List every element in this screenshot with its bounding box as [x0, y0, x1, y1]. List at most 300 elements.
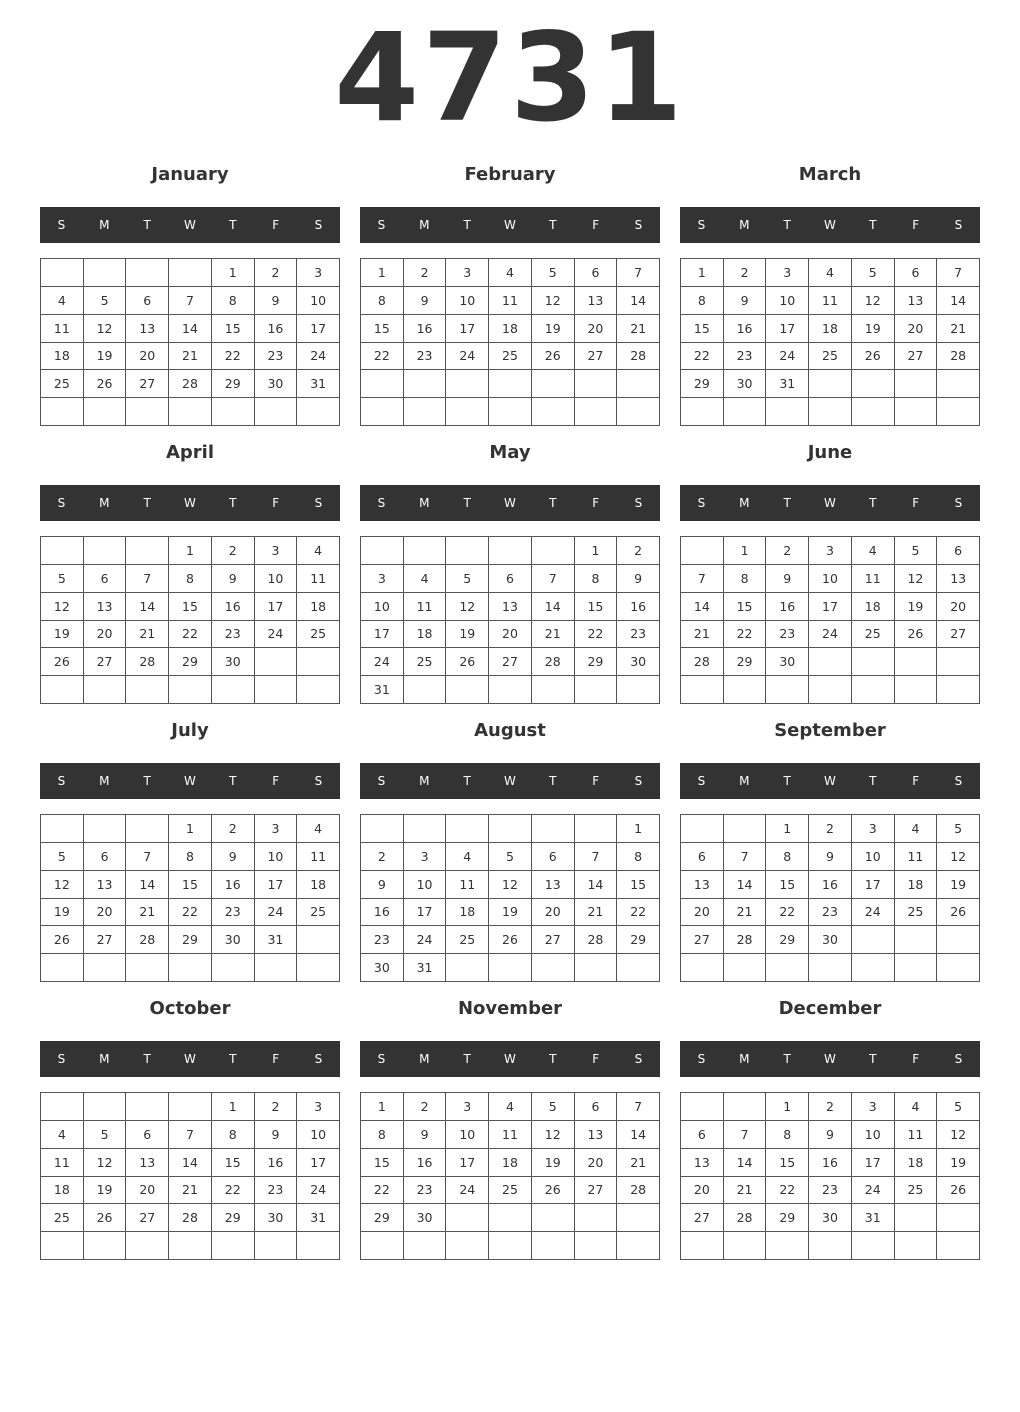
day-cell[interactable]: 9 [404, 1121, 447, 1149]
day-cell[interactable]: 15 [681, 315, 724, 343]
day-cell[interactable]: 2 [212, 537, 255, 565]
day-cell[interactable]: 12 [532, 287, 575, 315]
day-cell[interactable]: 13 [681, 871, 724, 899]
day-cell[interactable]: 20 [532, 899, 575, 927]
day-cell[interactable]: 14 [681, 593, 724, 621]
day-cell[interactable]: 4 [852, 537, 895, 565]
day-cell[interactable]: 30 [617, 648, 660, 676]
day-cell[interactable]: 25 [852, 621, 895, 649]
day-cell[interactable]: 17 [404, 899, 447, 927]
day-cell[interactable]: 28 [617, 1177, 660, 1205]
day-cell[interactable]: 6 [126, 287, 169, 315]
day-cell[interactable]: 19 [41, 899, 84, 927]
day-cell[interactable]: 18 [489, 1149, 532, 1177]
day-cell[interactable]: 3 [361, 565, 404, 593]
day-cell[interactable]: 22 [169, 899, 212, 927]
day-cell[interactable]: 20 [126, 1177, 169, 1205]
day-cell[interactable]: 20 [489, 621, 532, 649]
day-cell[interactable]: 17 [809, 593, 852, 621]
day-cell[interactable]: 4 [41, 287, 84, 315]
day-cell[interactable]: 30 [724, 370, 767, 398]
day-cell[interactable]: 25 [809, 343, 852, 371]
day-cell[interactable]: 20 [681, 899, 724, 927]
day-cell[interactable]: 4 [297, 815, 340, 843]
day-cell[interactable]: 30 [361, 954, 404, 982]
day-cell[interactable]: 2 [809, 815, 852, 843]
day-cell[interactable]: 29 [212, 370, 255, 398]
day-cell[interactable]: 27 [489, 648, 532, 676]
day-cell[interactable]: 27 [126, 1204, 169, 1232]
day-cell[interactable]: 25 [895, 1177, 938, 1205]
day-cell[interactable]: 4 [297, 537, 340, 565]
day-cell[interactable]: 1 [361, 259, 404, 287]
day-cell[interactable]: 10 [766, 287, 809, 315]
day-cell[interactable]: 2 [617, 537, 660, 565]
day-cell[interactable]: 6 [681, 1121, 724, 1149]
day-cell[interactable]: 19 [937, 1149, 980, 1177]
day-cell[interactable]: 21 [617, 315, 660, 343]
day-cell[interactable]: 21 [724, 1177, 767, 1205]
day-cell[interactable]: 21 [532, 621, 575, 649]
day-cell[interactable]: 6 [126, 1121, 169, 1149]
day-cell[interactable]: 16 [212, 871, 255, 899]
day-cell[interactable]: 11 [895, 1121, 938, 1149]
day-cell[interactable]: 16 [809, 1149, 852, 1177]
day-cell[interactable]: 20 [84, 621, 127, 649]
day-cell[interactable]: 17 [852, 1149, 895, 1177]
day-cell[interactable]: 24 [446, 1177, 489, 1205]
day-cell[interactable]: 15 [766, 1149, 809, 1177]
day-cell[interactable]: 5 [937, 1093, 980, 1121]
day-cell[interactable]: 20 [575, 315, 618, 343]
day-cell[interactable]: 27 [895, 343, 938, 371]
day-cell[interactable]: 29 [361, 1204, 404, 1232]
day-cell[interactable]: 11 [809, 287, 852, 315]
day-cell[interactable]: 26 [489, 926, 532, 954]
day-cell[interactable]: 9 [809, 1121, 852, 1149]
day-cell[interactable]: 23 [255, 1177, 298, 1205]
day-cell[interactable]: 23 [212, 899, 255, 927]
day-cell[interactable]: 7 [724, 843, 767, 871]
day-cell[interactable]: 15 [212, 1149, 255, 1177]
day-cell[interactable]: 6 [532, 843, 575, 871]
day-cell[interactable]: 10 [297, 1121, 340, 1149]
day-cell[interactable]: 3 [852, 815, 895, 843]
day-cell[interactable]: 14 [724, 1149, 767, 1177]
day-cell[interactable]: 26 [937, 899, 980, 927]
day-cell[interactable]: 21 [617, 1149, 660, 1177]
day-cell[interactable]: 18 [41, 343, 84, 371]
day-cell[interactable]: 9 [361, 871, 404, 899]
day-cell[interactable]: 17 [297, 1149, 340, 1177]
day-cell[interactable]: 13 [84, 871, 127, 899]
day-cell[interactable]: 21 [169, 1177, 212, 1205]
day-cell[interactable]: 19 [446, 621, 489, 649]
day-cell[interactable]: 25 [895, 899, 938, 927]
day-cell[interactable]: 29 [212, 1204, 255, 1232]
day-cell[interactable]: 10 [446, 1121, 489, 1149]
day-cell[interactable]: 22 [766, 899, 809, 927]
day-cell[interactable]: 8 [766, 1121, 809, 1149]
day-cell[interactable]: 24 [361, 648, 404, 676]
day-cell[interactable]: 9 [617, 565, 660, 593]
day-cell[interactable]: 1 [617, 815, 660, 843]
day-cell[interactable]: 27 [84, 926, 127, 954]
day-cell[interactable]: 7 [532, 565, 575, 593]
day-cell[interactable]: 18 [489, 315, 532, 343]
day-cell[interactable]: 3 [852, 1093, 895, 1121]
day-cell[interactable]: 22 [617, 899, 660, 927]
day-cell[interactable]: 26 [532, 1177, 575, 1205]
day-cell[interactable]: 8 [212, 1121, 255, 1149]
day-cell[interactable]: 22 [361, 343, 404, 371]
day-cell[interactable]: 11 [489, 1121, 532, 1149]
day-cell[interactable]: 25 [297, 899, 340, 927]
day-cell[interactable]: 19 [489, 899, 532, 927]
day-cell[interactable]: 29 [724, 648, 767, 676]
day-cell[interactable]: 9 [255, 1121, 298, 1149]
day-cell[interactable]: 13 [126, 1149, 169, 1177]
day-cell[interactable]: 29 [169, 648, 212, 676]
day-cell[interactable]: 24 [809, 621, 852, 649]
day-cell[interactable]: 24 [255, 899, 298, 927]
day-cell[interactable]: 6 [937, 537, 980, 565]
day-cell[interactable]: 26 [446, 648, 489, 676]
day-cell[interactable]: 11 [41, 1149, 84, 1177]
day-cell[interactable]: 15 [575, 593, 618, 621]
day-cell[interactable]: 24 [404, 926, 447, 954]
day-cell[interactable]: 18 [895, 1149, 938, 1177]
day-cell[interactable]: 29 [169, 926, 212, 954]
day-cell[interactable]: 29 [766, 926, 809, 954]
day-cell[interactable]: 13 [532, 871, 575, 899]
day-cell[interactable]: 27 [681, 926, 724, 954]
day-cell[interactable]: 6 [84, 565, 127, 593]
day-cell[interactable]: 1 [361, 1093, 404, 1121]
day-cell[interactable]: 18 [41, 1177, 84, 1205]
day-cell[interactable]: 26 [895, 621, 938, 649]
day-cell[interactable]: 12 [937, 843, 980, 871]
day-cell[interactable]: 5 [532, 1093, 575, 1121]
day-cell[interactable]: 16 [361, 899, 404, 927]
day-cell[interactable]: 15 [361, 1149, 404, 1177]
day-cell[interactable]: 23 [404, 343, 447, 371]
day-cell[interactable]: 29 [575, 648, 618, 676]
day-cell[interactable]: 31 [297, 370, 340, 398]
day-cell[interactable]: 4 [489, 1093, 532, 1121]
day-cell[interactable]: 28 [169, 1204, 212, 1232]
day-cell[interactable]: 30 [255, 370, 298, 398]
day-cell[interactable]: 9 [212, 565, 255, 593]
day-cell[interactable]: 25 [446, 926, 489, 954]
day-cell[interactable]: 24 [297, 1177, 340, 1205]
day-cell[interactable]: 16 [404, 1149, 447, 1177]
day-cell[interactable]: 25 [489, 1177, 532, 1205]
day-cell[interactable]: 12 [532, 1121, 575, 1149]
day-cell[interactable]: 21 [575, 899, 618, 927]
day-cell[interactable]: 21 [724, 899, 767, 927]
day-cell[interactable]: 12 [84, 1149, 127, 1177]
day-cell[interactable]: 25 [404, 648, 447, 676]
day-cell[interactable]: 15 [169, 871, 212, 899]
day-cell[interactable]: 1 [766, 1093, 809, 1121]
day-cell[interactable]: 10 [446, 287, 489, 315]
day-cell[interactable]: 12 [446, 593, 489, 621]
day-cell[interactable]: 28 [724, 926, 767, 954]
day-cell[interactable]: 1 [212, 1093, 255, 1121]
day-cell[interactable]: 5 [852, 259, 895, 287]
day-cell[interactable]: 16 [617, 593, 660, 621]
day-cell[interactable]: 3 [446, 1093, 489, 1121]
day-cell[interactable]: 9 [724, 287, 767, 315]
day-cell[interactable]: 14 [617, 1121, 660, 1149]
day-cell[interactable]: 26 [41, 648, 84, 676]
day-cell[interactable]: 31 [255, 926, 298, 954]
day-cell[interactable]: 28 [169, 370, 212, 398]
day-cell[interactable]: 24 [852, 899, 895, 927]
day-cell[interactable]: 18 [297, 871, 340, 899]
day-cell[interactable]: 7 [126, 565, 169, 593]
day-cell[interactable]: 26 [84, 1204, 127, 1232]
day-cell[interactable]: 6 [489, 565, 532, 593]
day-cell[interactable]: 11 [489, 287, 532, 315]
day-cell[interactable]: 7 [169, 1121, 212, 1149]
day-cell[interactable]: 18 [404, 621, 447, 649]
day-cell[interactable]: 10 [255, 843, 298, 871]
day-cell[interactable]: 10 [297, 287, 340, 315]
day-cell[interactable]: 31 [361, 676, 404, 704]
day-cell[interactable]: 12 [41, 593, 84, 621]
day-cell[interactable]: 31 [404, 954, 447, 982]
day-cell[interactable]: 30 [809, 1204, 852, 1232]
day-cell[interactable]: 22 [681, 343, 724, 371]
day-cell[interactable]: 15 [169, 593, 212, 621]
day-cell[interactable]: 29 [617, 926, 660, 954]
day-cell[interactable]: 28 [575, 926, 618, 954]
day-cell[interactable]: 29 [766, 1204, 809, 1232]
day-cell[interactable]: 5 [937, 815, 980, 843]
day-cell[interactable]: 2 [809, 1093, 852, 1121]
day-cell[interactable]: 8 [169, 565, 212, 593]
day-cell[interactable]: 21 [937, 315, 980, 343]
day-cell[interactable]: 7 [169, 287, 212, 315]
day-cell[interactable]: 5 [84, 1121, 127, 1149]
day-cell[interactable]: 18 [297, 593, 340, 621]
day-cell[interactable]: 28 [617, 343, 660, 371]
day-cell[interactable]: 11 [297, 565, 340, 593]
day-cell[interactable]: 9 [212, 843, 255, 871]
day-cell[interactable]: 13 [126, 315, 169, 343]
day-cell[interactable]: 4 [895, 815, 938, 843]
day-cell[interactable]: 22 [169, 621, 212, 649]
day-cell[interactable]: 23 [255, 343, 298, 371]
day-cell[interactable]: 3 [809, 537, 852, 565]
day-cell[interactable]: 12 [937, 1121, 980, 1149]
day-cell[interactable]: 13 [489, 593, 532, 621]
day-cell[interactable]: 8 [361, 1121, 404, 1149]
day-cell[interactable]: 16 [724, 315, 767, 343]
day-cell[interactable]: 24 [255, 621, 298, 649]
day-cell[interactable]: 1 [169, 537, 212, 565]
day-cell[interactable]: 7 [937, 259, 980, 287]
day-cell[interactable]: 24 [446, 343, 489, 371]
day-cell[interactable]: 10 [809, 565, 852, 593]
day-cell[interactable]: 7 [724, 1121, 767, 1149]
day-cell[interactable]: 5 [41, 843, 84, 871]
day-cell[interactable]: 14 [169, 315, 212, 343]
day-cell[interactable]: 14 [937, 287, 980, 315]
day-cell[interactable]: 31 [297, 1204, 340, 1232]
day-cell[interactable]: 24 [297, 343, 340, 371]
day-cell[interactable]: 2 [255, 1093, 298, 1121]
day-cell[interactable]: 22 [212, 1177, 255, 1205]
day-cell[interactable]: 15 [617, 871, 660, 899]
day-cell[interactable]: 29 [681, 370, 724, 398]
day-cell[interactable]: 2 [766, 537, 809, 565]
day-cell[interactable]: 20 [895, 315, 938, 343]
day-cell[interactable]: 23 [809, 1177, 852, 1205]
day-cell[interactable]: 26 [84, 370, 127, 398]
day-cell[interactable]: 11 [852, 565, 895, 593]
day-cell[interactable]: 13 [895, 287, 938, 315]
day-cell[interactable]: 30 [255, 1204, 298, 1232]
day-cell[interactable]: 7 [617, 1093, 660, 1121]
day-cell[interactable]: 25 [489, 343, 532, 371]
day-cell[interactable]: 17 [361, 621, 404, 649]
day-cell[interactable]: 20 [575, 1149, 618, 1177]
day-cell[interactable]: 21 [681, 621, 724, 649]
day-cell[interactable]: 13 [84, 593, 127, 621]
day-cell[interactable]: 1 [169, 815, 212, 843]
day-cell[interactable]: 20 [126, 343, 169, 371]
day-cell[interactable]: 3 [255, 815, 298, 843]
day-cell[interactable]: 4 [489, 259, 532, 287]
day-cell[interactable]: 18 [895, 871, 938, 899]
day-cell[interactable]: 7 [126, 843, 169, 871]
day-cell[interactable]: 15 [724, 593, 767, 621]
day-cell[interactable]: 13 [937, 565, 980, 593]
day-cell[interactable]: 21 [126, 621, 169, 649]
day-cell[interactable]: 28 [724, 1204, 767, 1232]
day-cell[interactable]: 8 [766, 843, 809, 871]
day-cell[interactable]: 8 [361, 287, 404, 315]
day-cell[interactable]: 16 [809, 871, 852, 899]
day-cell[interactable]: 3 [255, 537, 298, 565]
day-cell[interactable]: 26 [41, 926, 84, 954]
day-cell[interactable]: 25 [41, 1204, 84, 1232]
day-cell[interactable]: 12 [41, 871, 84, 899]
day-cell[interactable]: 8 [212, 287, 255, 315]
day-cell[interactable]: 8 [575, 565, 618, 593]
day-cell[interactable]: 23 [212, 621, 255, 649]
day-cell[interactable]: 2 [361, 843, 404, 871]
day-cell[interactable]: 17 [255, 871, 298, 899]
day-cell[interactable]: 7 [617, 259, 660, 287]
day-cell[interactable]: 22 [575, 621, 618, 649]
day-cell[interactable]: 25 [297, 621, 340, 649]
day-cell[interactable]: 20 [937, 593, 980, 621]
day-cell[interactable]: 12 [84, 315, 127, 343]
day-cell[interactable]: 17 [852, 871, 895, 899]
day-cell[interactable]: 13 [681, 1149, 724, 1177]
day-cell[interactable]: 12 [852, 287, 895, 315]
day-cell[interactable]: 10 [852, 1121, 895, 1149]
day-cell[interactable]: 20 [681, 1177, 724, 1205]
day-cell[interactable]: 3 [297, 259, 340, 287]
day-cell[interactable]: 4 [895, 1093, 938, 1121]
day-cell[interactable]: 22 [212, 343, 255, 371]
day-cell[interactable]: 30 [766, 648, 809, 676]
day-cell[interactable]: 7 [681, 565, 724, 593]
day-cell[interactable]: 30 [212, 648, 255, 676]
day-cell[interactable]: 27 [937, 621, 980, 649]
day-cell[interactable]: 1 [681, 259, 724, 287]
day-cell[interactable]: 22 [724, 621, 767, 649]
day-cell[interactable]: 2 [404, 1093, 447, 1121]
day-cell[interactable]: 20 [84, 899, 127, 927]
day-cell[interactable]: 28 [937, 343, 980, 371]
day-cell[interactable]: 17 [446, 1149, 489, 1177]
day-cell[interactable]: 30 [809, 926, 852, 954]
day-cell[interactable]: 16 [404, 315, 447, 343]
day-cell[interactable]: 3 [766, 259, 809, 287]
day-cell[interactable]: 10 [255, 565, 298, 593]
day-cell[interactable]: 9 [404, 287, 447, 315]
day-cell[interactable]: 26 [852, 343, 895, 371]
day-cell[interactable]: 16 [766, 593, 809, 621]
day-cell[interactable]: 23 [404, 1177, 447, 1205]
day-cell[interactable]: 14 [617, 287, 660, 315]
day-cell[interactable]: 30 [404, 1204, 447, 1232]
day-cell[interactable]: 5 [532, 259, 575, 287]
day-cell[interactable]: 18 [852, 593, 895, 621]
day-cell[interactable]: 24 [766, 343, 809, 371]
day-cell[interactable]: 6 [575, 1093, 618, 1121]
day-cell[interactable]: 30 [212, 926, 255, 954]
day-cell[interactable]: 27 [126, 370, 169, 398]
day-cell[interactable]: 11 [446, 871, 489, 899]
day-cell[interactable]: 23 [724, 343, 767, 371]
day-cell[interactable]: 23 [766, 621, 809, 649]
day-cell[interactable]: 2 [404, 259, 447, 287]
day-cell[interactable]: 27 [575, 1177, 618, 1205]
day-cell[interactable]: 11 [404, 593, 447, 621]
day-cell[interactable]: 28 [126, 648, 169, 676]
day-cell[interactable]: 22 [766, 1177, 809, 1205]
day-cell[interactable]: 2 [255, 259, 298, 287]
day-cell[interactable]: 1 [766, 815, 809, 843]
day-cell[interactable]: 24 [852, 1177, 895, 1205]
day-cell[interactable]: 28 [126, 926, 169, 954]
day-cell[interactable]: 19 [84, 1177, 127, 1205]
day-cell[interactable]: 6 [84, 843, 127, 871]
day-cell[interactable]: 26 [937, 1177, 980, 1205]
day-cell[interactable]: 11 [895, 843, 938, 871]
day-cell[interactable]: 23 [361, 926, 404, 954]
day-cell[interactable]: 14 [724, 871, 767, 899]
day-cell[interactable]: 9 [255, 287, 298, 315]
day-cell[interactable]: 11 [297, 843, 340, 871]
day-cell[interactable]: 2 [212, 815, 255, 843]
day-cell[interactable]: 17 [297, 315, 340, 343]
day-cell[interactable]: 3 [297, 1093, 340, 1121]
day-cell[interactable]: 4 [446, 843, 489, 871]
day-cell[interactable]: 13 [575, 287, 618, 315]
day-cell[interactable]: 13 [575, 1121, 618, 1149]
day-cell[interactable]: 5 [489, 843, 532, 871]
day-cell[interactable]: 9 [809, 843, 852, 871]
day-cell[interactable]: 12 [489, 871, 532, 899]
